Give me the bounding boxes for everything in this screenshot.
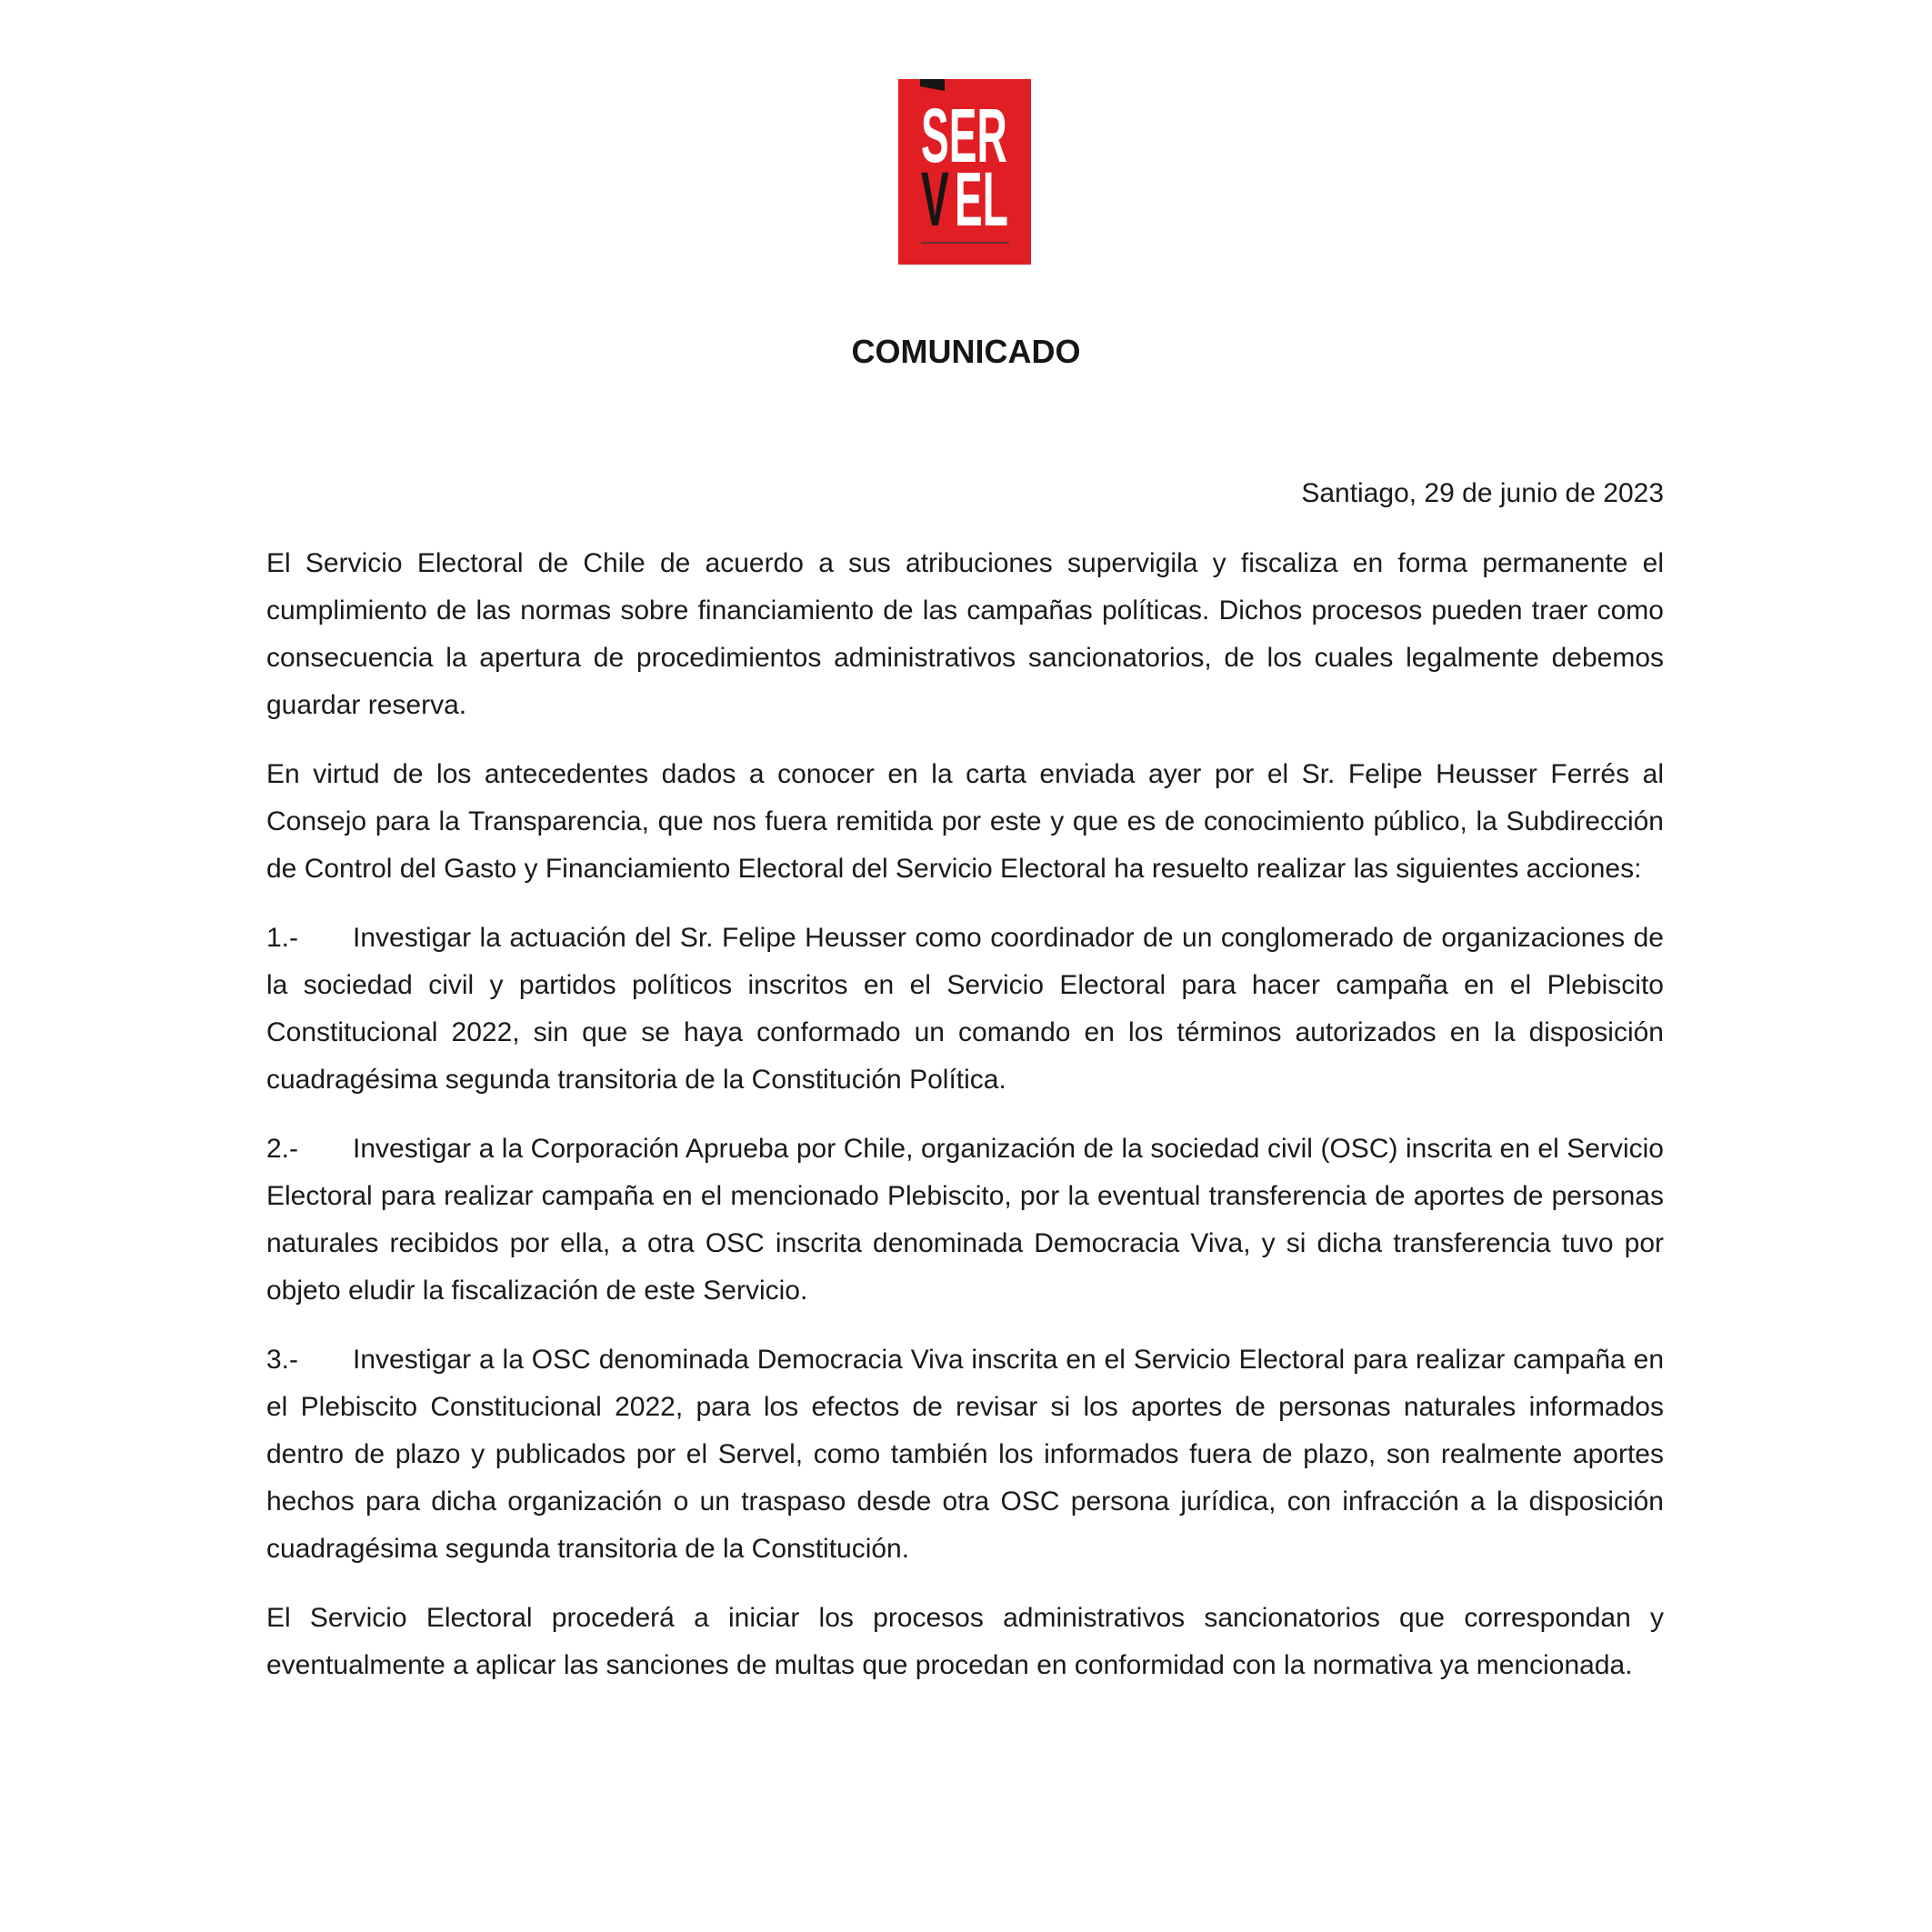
paragraph-background: En virtud de los antecedentes dados a conocer en la carta enviada ayer por el Sr. Felipe Heusser Ferrés al Consejo para la Transparencia, que nos fuera remitida por este y que es de conocimiento público, la Subdirección de Control del Gasto y Financiamiento Electoral del Servicio Electoral ha resuelto realizar las siguientes acciones: (266, 759, 1664, 884)
servel-logo-graphic (898, 79, 1031, 265)
list-item-2-text: Investigar a la Corporación Aprueba por Chile, organización de la sociedad civil (OSC) inscrita en el Servicio Electoral para realizar campaña en el mencionado Plebiscito, por la eventual transferencia de aportes de personas naturales recibidos por ella, a otra OSC inscrita denominada Democracia Viva, y si dicha transferencia tuvo por objeto eludir la fiscalización de este Servicio. (266, 1134, 1664, 1306)
list-item-3-text: Investigar a la OSC denominada Democracia Viva inscrita en el Servicio Electoral para realizar campaña en el Plebiscito Constitucional 2022, para los efectos de revisar si los aportes de personas naturales informados dentro de plazo y publicados por el Servel, como también los informados fuera de plazo, son realmente aportes hechos para dicha organización o un traspaso desde otra OSC persona jurídica, con infracción a la disposición cuadragésima segunda transitoria de la Constitución. (266, 1345, 1664, 1564)
paragraph-intro: El Servicio Electoral de Chile de acuerdo a sus atribuciones supervigila y fiscaliza en forma permanente el cumplimiento de las normas sobre financiamiento de las campañas políticas. Dichos procesos pueden traer como consecuencia la apertura de procedimientos administrativos sancionatorios, de los cuales legalmente debemos guardar reserva. (266, 548, 1664, 720)
dateline: Santiago, 29 de junio de 2023 (1301, 478, 1664, 508)
logo-text-ser: SER (921, 93, 1007, 179)
logo-text-el: EL (955, 156, 1008, 243)
list-item-2-number: 2.- (266, 1134, 299, 1164)
list-item-3-number: 3.- (266, 1345, 299, 1375)
list-item-2 (266, 1126, 1664, 1315)
document-title: COMUNICADO (851, 333, 1081, 370)
paragraph-closing: El Servicio Electoral procederá a iniciar los procesos administrativos sancionatorios que correspondan y eventualmente a aplicar las sanciones de multas que procedan en conformidad con la normativa ya mencionada. (266, 1603, 1664, 1680)
list-item-1-text: Investigar la actuación del Sr. Felipe Heusser como coordinador de un conglomerado de organizaciones de la sociedad civil y partidos políticos inscritos en el Servicio Electoral para hacer campaña en el Plebiscito Constitucional 2022, sin que se haya conformado un comando en los términos autorizados en la disposición cuadragésima segunda transitoria de la Constitución Política. (266, 923, 1664, 1095)
logo-text-v: V (921, 156, 949, 243)
servel-logo (898, 79, 1031, 265)
list-item-1 (266, 915, 1664, 1104)
list-item-1-number: 1.- (266, 923, 299, 953)
list-item-3 (266, 1336, 1664, 1573)
document-body (266, 470, 1664, 1711)
